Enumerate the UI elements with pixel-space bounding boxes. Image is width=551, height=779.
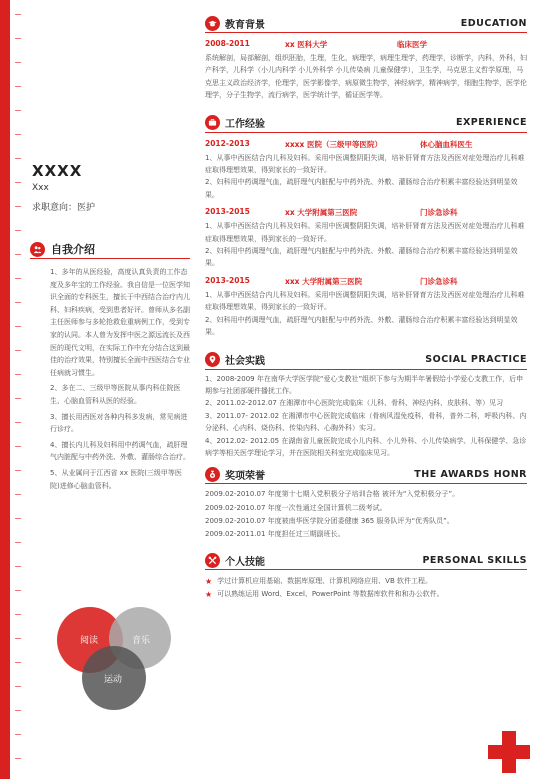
intro-heading [30,241,95,257]
work-date: 2013-2015 [205,207,250,217]
skill-text: 学过计算机应用基础、数据库原理、计算机网络应用、VB 软件工程。 [217,577,432,586]
social-item: 3、2011.07- 2012.02 在湘潭市中心医院完成临床（骨病风湿免疫科，骨科，普外二科，呼吸内科、内分泌科、心内科、烧伤科、传染内科、心胸外科）实习。 [205,411,527,433]
intro-title: 自我介绍 [51,243,95,256]
education-school: xx 医科大学 [285,40,328,49]
people-icon [30,242,45,257]
work-role: 门诊急诊科 [420,276,458,286]
social-title-en: SOCIAL PRACTICE [425,354,527,365]
skills-header [205,551,527,570]
work-header [205,114,527,133]
award-item: 2009.02-2010.07 年度被南华医学院分团委健康 365 服务队评为“优秀队员”。 [205,516,454,525]
awards-list [205,488,527,541]
work-place: xxxx 医院（三级甲等医院） [285,139,382,149]
award-item: 2009.02-2010.07 年度一次性通过全国计算机二级考试。 [205,503,387,512]
star-icon: ★ [205,577,213,587]
main-column [205,14,527,601]
award-item: 2009.02-2010.07 年度第十七期入党积极分子培训合格 被评为“入党积极分子”。 [205,490,460,499]
social-header [205,351,527,370]
location-pin-icon [205,352,220,367]
skill-item [205,588,527,601]
awards-title-en: THE AWARDS HONR [414,468,527,480]
skill-text: 可以熟练运用 Word、Excel、PowerPoint 等数据库软件和和办公软件。 [217,590,444,599]
education-title: 教育背景 [225,19,265,31]
work-date: 2013-2015 [205,275,250,285]
education-header [205,14,527,33]
skills-list [205,575,527,601]
medical-cross-icon [488,731,530,773]
work-role: 体心脑血科医生 [420,139,473,149]
work-title: 工作经验 [225,119,265,131]
education-courses: 系统解剖，局部解剖，组织胚胎，生理，生化，病理学，病理生理学，药理学，诊断学，内科，外科，妇产科学，儿科学（小儿内科学 小儿外科学 小儿传染病 儿童保健学），卫生学，马克思主义哲学原理，马克思主义政治经济学，伦理学，医学影像学，病原微生物学，神经病学，精神病学，细胞生物学，医学伦理学，分子生物学，流行病学，医学统计学，循证医学等。 [205,54,527,100]
work-place: xxx 大学附属第三医院 [285,276,363,286]
work-row [205,207,527,218]
social-title: 社会实践 [225,356,265,367]
graduation-cap-icon [205,16,220,31]
work-line: 1、从事中西医结合内儿科及妇科。采用中医调整阴阳失调，培补肝肾育方法及西医对症处理治疗儿科难症取得理想效果，得到家长的一致好评。 [205,222,525,243]
intro-paragraph: 1、多年的从医经验，高度认真负责的工作态度及多年宝的工作经验。我自信是一位医学知识全面的专科医生，擅长于中西结合治疗内儿科、妇科疾病，受到患者好评。曾师从多名副主任医师参与多轮抢救危重病例工作，受到专家的认同。本人曾为发挥中医之源远流长及西医的现代文明，在实际工作中充分结合这到最佳的治疗效果，特别擅长全面中西医结合专业任病就习惯生。 [50,268,190,377]
awards-section [205,465,527,541]
work-desc [205,152,527,202]
work-role: 门诊急诊科 [420,208,458,218]
work-row [205,139,527,150]
hobby-music: 音乐 [132,636,151,646]
work-desc [205,220,527,270]
work-row [205,276,527,287]
work-line: 2、妇科用中药调理气血，疏肝理气内脏配与中药外洗、外敷、灌肠综合治疗积累丰富经验达到明显效果。 [205,315,518,337]
intro-paragraph: 5、从业属问于江西省 xx 医院(三级甲等医院)进修心脑血管科。 [50,468,182,490]
education-section [205,14,527,102]
work-section [205,114,527,339]
social-section [205,351,527,460]
social-item: 1、2008-2009 年在南华大学医学院“爱心支教社”组织下参与为期半年暑假给小学爱心支教工作，后申期参与社团部硬件播扰工作。 [205,374,524,395]
margin-marks [15,0,23,779]
briefcase-icon [205,115,220,130]
star-icon: ★ [205,590,213,600]
award-item: 2009.02-2011.01 年度担任过三期副班长。 [205,529,345,538]
skill-item [205,575,527,588]
social-item: 2、2011.02-2012.07 在湘潭市中心医院完成临床（儿科、骨科、神经内科、皮肤科、等）见习 [205,399,504,408]
awards-header [205,465,527,484]
work-line: 1、从事中西医结合内儿科及妇科。采用中医调整阴阳失调，培补肝肾育方法及西医对症处理治疗儿科难症取得理想效果，得到家长的一致好评。 [205,153,525,175]
tools-icon [205,553,220,568]
work-desc [205,289,527,339]
work-line: 1、从事中西医结合内儿科及妇科。采用中医调整阴阳失调，培补肝肾育方法及西医对症处理治疗儿科难症取得理想效果，得到家长的一致好评。 [205,290,525,312]
work-date: 2012-2013 [205,138,250,148]
education-major: 临床医学 [397,40,427,49]
candidate-name: XXXX [32,162,83,180]
hobbies-venn [52,600,182,715]
skills-section [205,551,527,601]
left-red-bar [0,0,10,779]
intro-paragraph: 2、多在二、三级甲等医院从事内科住院医生、心脑血管科从医的经验。 [50,384,181,405]
job-intent: 求职意向：医护 [32,203,96,213]
intro-paragraph: 3、擅长用西医对各种内科多发病，常见病进行诊疗。 [50,412,188,434]
intro-text [50,266,190,495]
education-date: 2008-2011 [205,39,250,48]
education-title-en: EDUCATION [460,17,527,29]
skills-title: 个人技能 [225,556,265,568]
social-list [205,373,527,460]
education-row [205,39,527,50]
work-place: xx 大学附属第三医院 [285,208,358,218]
candidate-subname: Xxx [32,183,49,193]
work-title-en: EXPERIENCE [455,117,527,129]
intro-paragraph: 4、擅长内儿科及妇科用中药调气血，疏肝理气内脏配与中药外洗、外敷、灌肠综合治疗。 [50,440,190,462]
hobby-sport: 运动 [104,675,123,685]
intro-rule [30,258,190,259]
hobby-reading: 阅读 [80,636,99,646]
medal-icon [205,467,220,482]
work-line: 2、妇科用中药调理气血，疏肝理气内脏配与中药外洗、外敷、灌肠综合治疗积累丰富经验达到明显效果。 [205,178,518,199]
work-line: 2、妇科用中药调理气血，疏肝理气内脏配与中药外洗、外敷、灌肠综合治疗积累丰富经验达到明显效果。 [205,247,518,268]
awards-title: 奖项荣誉 [225,470,265,482]
skills-title-en: PERSONAL SKILLS [422,554,527,566]
social-item: 4、2012.02- 2012.05 在湖南省儿童医院完成小儿内科、小儿外科、小儿传染病学、儿科保健学、急诊病学等相关医学理论学习，并在医院相关科室完成临床见习。 [205,436,527,457]
